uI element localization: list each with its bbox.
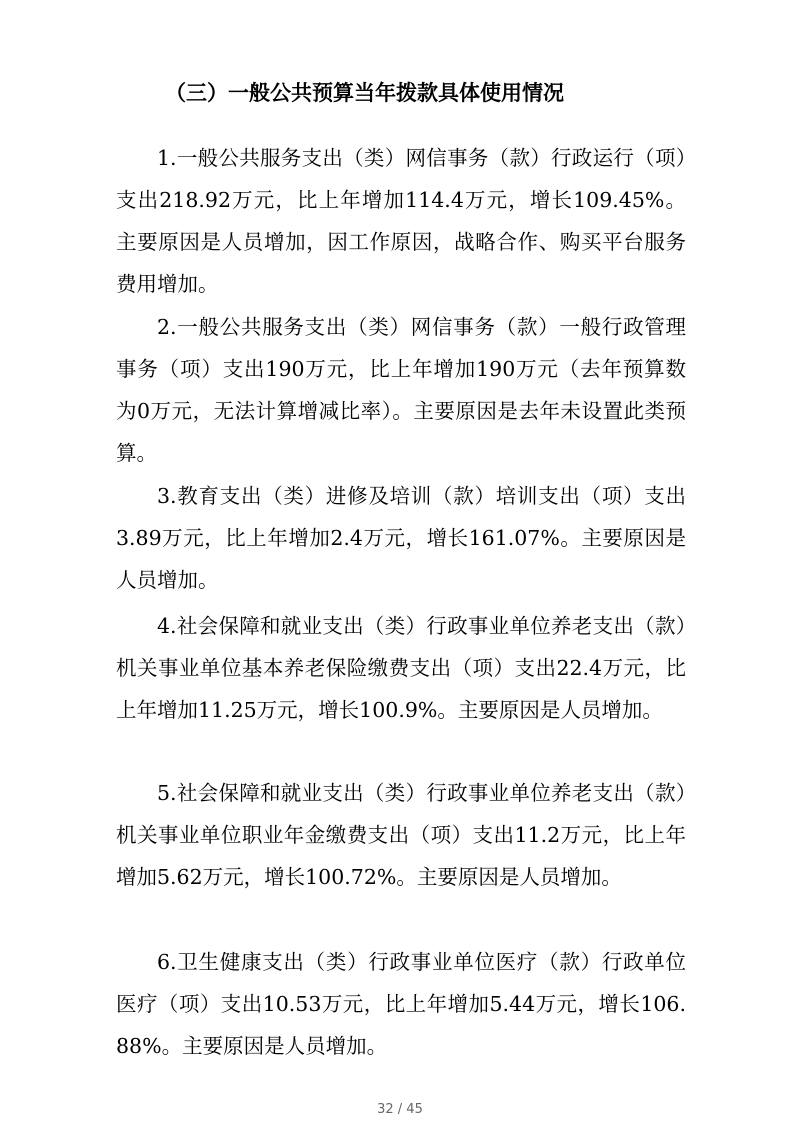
paragraph-item-3: 3.教育支出（类）进修及培训（款）培训支出（项）支出3.89万元，比上年增加2.4万元，增长161.07%。主要原因是人员增加。 [116, 483, 686, 593]
paragraph-item-2: 2.一般公共服务支出（类）网信事务（款）一般行政管理事务（项）支出190万元，比上年增加190万元（去年预算数为0万元，无法计算增减比率）。主要原因是去年未设置此类预算。 [116, 314, 686, 466]
page-indicator: 32 / 45 [377, 1102, 423, 1117]
paragraph-item-1: 1.一般公共服务支出（类）网信事务（款）行政运行（项）支出218.92万元，比上年增加114.4万元，增长109.45%。主要原因是人员增加，因工作原因，战略合作、购买平台服务费用增加。 [116, 145, 686, 297]
paragraph-item-6: 6.卫生健康支出（类）行政事业单位医疗（款）行政单位医疗（项）支出10.53万元，比上年增加5.44万元，增长106.88%。主要原因是人员增加。 [116, 949, 686, 1059]
paragraph-item-4: 4.社会保障和就业支出（类）行政事业单位养老支出（款）机关事业单位基本养老保险缴费支出（项）支出22.4万元，比上年增加11.25万元，增长100.9%。主要原因是人员增加。 [116, 613, 686, 723]
section-heading: （三）一般公共预算当年拨款具体使用情况 [165, 81, 564, 105]
paragraph-item-5: 5.社会保障和就业支出（类）行政事业单位养老支出（款）机关事业单位职业年金缴费支出（项）支出11.2万元，比上年增加5.62万元，增长100.72%。主要原因是人员增加。 [116, 780, 686, 890]
